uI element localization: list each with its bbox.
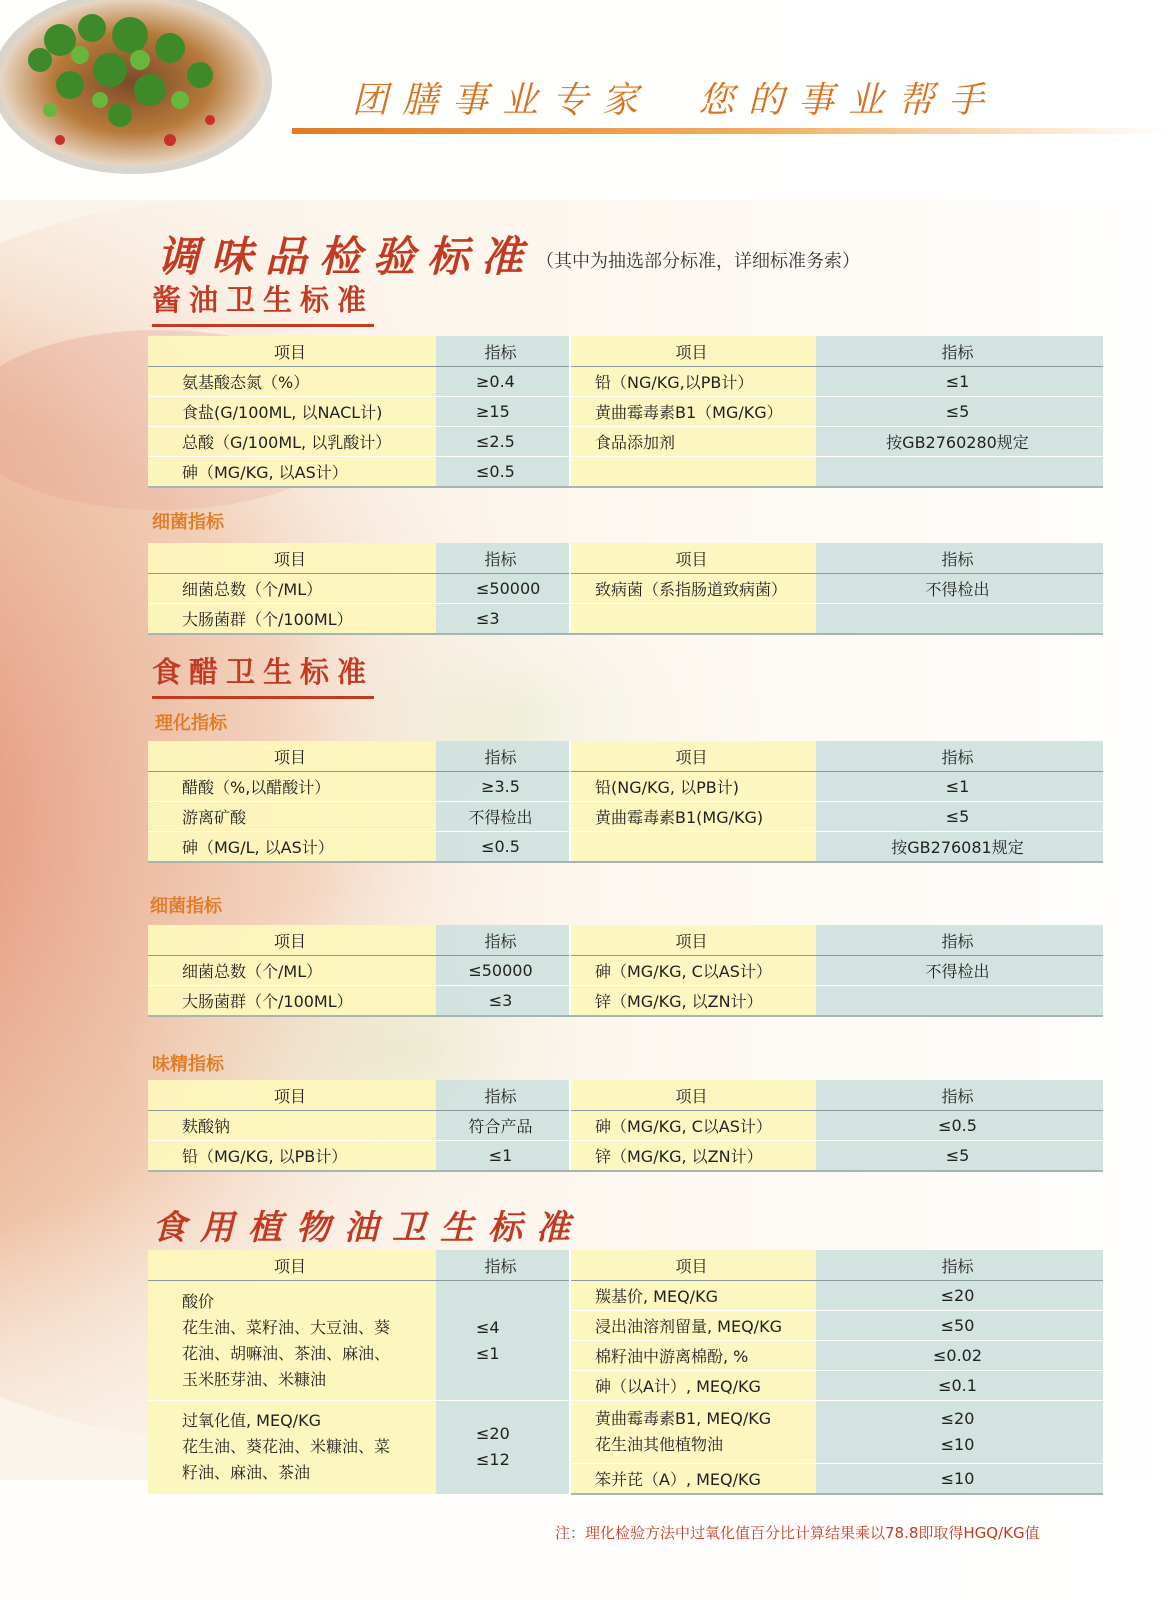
table-row bbox=[148, 1141, 1103, 1172]
soy-sauce-title: 酱油卫生标准 bbox=[152, 278, 374, 327]
cell: ≤20 bbox=[816, 1281, 1103, 1311]
cell: ≥0.4 bbox=[436, 367, 570, 397]
table-row bbox=[148, 367, 1103, 397]
peroxide-oils-line1: 花生油、葵花油、米糠油、菜 bbox=[182, 1437, 391, 1457]
cell: ≥15 bbox=[436, 397, 570, 427]
vinegar-bacteria-table bbox=[148, 925, 1103, 1017]
cell: 铅（MG/KG, 以PB计） bbox=[148, 1141, 436, 1172]
header-item: 项目 bbox=[148, 741, 436, 772]
cell: ≤5 bbox=[816, 397, 1103, 427]
vinegar-title: 食醋卫生标准 bbox=[152, 650, 374, 699]
table-row bbox=[148, 986, 1103, 1017]
cell: 麸酸钠 bbox=[148, 1111, 436, 1141]
cell: 锌（MG/KG, 以ZN计） bbox=[570, 1141, 816, 1172]
aflatoxin-sub-label: 花生油其他植物油 bbox=[595, 1435, 724, 1454]
slogan-left: 团膳事业专家 bbox=[352, 80, 653, 121]
aflatoxin-limit-1: ≤20 bbox=[940, 1409, 975, 1428]
table-row bbox=[148, 802, 1103, 832]
cell: 大肠菌群（个/100ML） bbox=[148, 986, 436, 1017]
cell: ≤50 bbox=[816, 1311, 1103, 1341]
vinegar-chem-table bbox=[148, 741, 1103, 863]
cell: 羰基价, MEQ/KG bbox=[570, 1281, 816, 1311]
table-row bbox=[148, 1401, 1103, 1464]
acid-label: 酸价 bbox=[182, 1291, 215, 1311]
cell: 棉籽油中游离棉酚, % bbox=[570, 1341, 816, 1371]
cell: 不得检出 bbox=[436, 802, 570, 832]
peroxide-oils-line2: 籽油、麻油、茶油 bbox=[182, 1463, 311, 1483]
cell bbox=[570, 832, 816, 863]
header-value: 指标 bbox=[816, 336, 1103, 367]
vinegar-bacteria-title: 细菌指标 bbox=[150, 896, 222, 917]
cell: 不得检出 bbox=[816, 956, 1103, 986]
aflatoxin-cell bbox=[570, 1401, 816, 1464]
header-value: 指标 bbox=[436, 1250, 570, 1281]
cell: ≥3.5 bbox=[436, 772, 570, 802]
peroxide-cell bbox=[148, 1401, 436, 1495]
header-item: 项目 bbox=[148, 1250, 436, 1281]
table-row bbox=[148, 574, 1103, 604]
header-value: 指标 bbox=[816, 1080, 1103, 1111]
acid-oils-line1: 花生油、菜籽油、大豆油、葵 bbox=[182, 1317, 391, 1337]
cell: 铅(NG/KG, 以PB计) bbox=[570, 772, 816, 802]
cell: ≤3 bbox=[436, 986, 570, 1017]
cell: ≤10 bbox=[816, 1464, 1103, 1495]
header-item: 项目 bbox=[570, 741, 816, 772]
cell: 不得检出 bbox=[816, 574, 1103, 604]
header-value: 指标 bbox=[816, 543, 1103, 574]
header-value: 指标 bbox=[436, 543, 570, 574]
table-row bbox=[148, 772, 1103, 802]
oil-table bbox=[148, 1250, 1103, 1495]
peroxide-limit-2: ≤12 bbox=[476, 1450, 510, 1470]
table-row bbox=[148, 397, 1103, 427]
table-header-row bbox=[148, 741, 1103, 772]
acid-value-cell bbox=[148, 1281, 436, 1401]
peroxide-limit-1: ≤20 bbox=[476, 1424, 510, 1444]
cell: ≤2.5 bbox=[436, 427, 570, 457]
cell: 黄曲霉毒素B1(MG/KG) bbox=[570, 802, 816, 832]
table-row bbox=[148, 956, 1103, 986]
soy-sauce-table bbox=[148, 336, 1103, 488]
cell: 砷（MG/KG, 以AS计） bbox=[148, 457, 436, 488]
cell: 总酸（G/100ML, 以乳酸计） bbox=[148, 427, 436, 457]
cell: 砷（MG/KG, C以AS计） bbox=[570, 1111, 816, 1141]
cell bbox=[816, 986, 1103, 1017]
header-item: 项目 bbox=[570, 1250, 816, 1281]
cell bbox=[816, 604, 1103, 635]
cell: ≤0.02 bbox=[816, 1341, 1103, 1371]
cell: 细菌总数（个/ML） bbox=[148, 574, 436, 604]
cell: 砷（MG/KG, C以AS计） bbox=[570, 956, 816, 986]
footnote: 注：理化检验方法中过氧化值百分比计算结果乘以78.8即取得HGQ/KG值 bbox=[555, 1524, 1040, 1542]
header-item: 项目 bbox=[570, 925, 816, 956]
cell: 食品添加剂 bbox=[570, 427, 816, 457]
cell: 黄曲霉毒素B1（MG/KG） bbox=[570, 397, 816, 427]
header-value: 指标 bbox=[436, 925, 570, 956]
header-item: 项目 bbox=[148, 1080, 436, 1111]
cell: ≤1 bbox=[816, 367, 1103, 397]
cell: 氨基酸态氮（%） bbox=[148, 367, 436, 397]
vinegar-chem-title: 理化指标 bbox=[155, 713, 227, 734]
cell bbox=[570, 604, 816, 635]
cell: 细菌总数（个/ML） bbox=[148, 956, 436, 986]
header-rule bbox=[292, 128, 1170, 134]
header-item: 项目 bbox=[148, 925, 436, 956]
oil-title: 食用植物油卫生标准 bbox=[152, 1208, 584, 1248]
table-header-row bbox=[148, 336, 1103, 367]
cell: ≤50000 bbox=[436, 956, 570, 986]
header-value: 指标 bbox=[816, 1250, 1103, 1281]
soy-bacteria-title: 细菌指标 bbox=[152, 512, 224, 533]
acid-limit-cell bbox=[436, 1281, 570, 1401]
acid-limit-1: ≤4 bbox=[476, 1317, 500, 1337]
table-header-row bbox=[148, 925, 1103, 956]
cell: 铅（NG/KG,以PB计） bbox=[570, 367, 816, 397]
header-value: 指标 bbox=[816, 925, 1103, 956]
table-row bbox=[148, 427, 1103, 457]
slogan bbox=[352, 72, 1044, 123]
header-value: 指标 bbox=[816, 741, 1103, 772]
cell: 醋酸（%,以醋酸计） bbox=[148, 772, 436, 802]
cell bbox=[816, 457, 1103, 488]
aflatoxin-label: 黄曲霉毒素B1, MEQ/KG bbox=[595, 1409, 772, 1428]
peroxide-label: 过氧化值, MEQ/KG bbox=[182, 1411, 321, 1431]
cell: 食盐(G/100ML, 以NACL计) bbox=[148, 397, 436, 427]
aflatoxin-limit-2: ≤10 bbox=[940, 1435, 975, 1454]
peroxide-limit-cell bbox=[436, 1401, 570, 1495]
cell: ≤5 bbox=[816, 1141, 1103, 1172]
header-item: 项目 bbox=[570, 336, 816, 367]
soy-bacteria-table bbox=[148, 543, 1103, 635]
cell: 游离矿酸 bbox=[148, 802, 436, 832]
cell: 致病菌（系指肠道致病菌） bbox=[570, 574, 816, 604]
cell: ≤0.5 bbox=[436, 457, 570, 488]
acid-limit-2: ≤1 bbox=[476, 1343, 500, 1363]
header-value: 指标 bbox=[436, 741, 570, 772]
header-item: 项目 bbox=[148, 336, 436, 367]
header-value: 指标 bbox=[436, 336, 570, 367]
cell: ≤5 bbox=[816, 802, 1103, 832]
cell bbox=[570, 457, 816, 488]
cell: ≤3 bbox=[436, 604, 570, 635]
msg-table bbox=[148, 1080, 1103, 1172]
table-header-row bbox=[148, 1080, 1103, 1111]
acid-oils-line2: 花油、胡嘛油、茶油、麻油、 bbox=[182, 1343, 391, 1363]
cell: 锌（MG/KG, 以ZN计） bbox=[570, 986, 816, 1017]
cell: 浸出油溶剂留量, MEQ/KG bbox=[570, 1311, 816, 1341]
table-row bbox=[148, 832, 1103, 863]
slogan-right: 您的事业帮手 bbox=[698, 80, 999, 121]
cell: ≤0.1 bbox=[816, 1371, 1103, 1401]
cell: 按GB276081规定 bbox=[816, 832, 1103, 863]
cell: 大肠菌群（个/100ML） bbox=[148, 604, 436, 635]
table-header-row bbox=[148, 543, 1103, 574]
cell: 笨并芘（A）, MEQ/KG bbox=[570, 1464, 816, 1495]
cell: ≤0.5 bbox=[816, 1111, 1103, 1141]
cell: ≤1 bbox=[436, 1141, 570, 1172]
cell: 砷（以A计）, MEQ/KG bbox=[570, 1371, 816, 1401]
table-header-row bbox=[148, 1250, 1103, 1281]
table-row bbox=[148, 604, 1103, 635]
cell: ≤0.5 bbox=[436, 832, 570, 863]
cell: ≤1 bbox=[816, 772, 1103, 802]
header-item: 项目 bbox=[570, 1080, 816, 1111]
page-title: 调味品检验标准 bbox=[157, 232, 536, 281]
table-row bbox=[148, 1111, 1103, 1141]
page-title-note: （其中为抽选部分标准，详细标准务索） bbox=[536, 251, 860, 272]
cell: ≤50000 bbox=[436, 574, 570, 604]
header-item: 项目 bbox=[570, 543, 816, 574]
cell: 符合产品 bbox=[436, 1111, 570, 1141]
msg-title: 味精指标 bbox=[152, 1054, 224, 1075]
header-item: 项目 bbox=[148, 543, 436, 574]
table-row bbox=[148, 457, 1103, 488]
cell: 砷（MG/L, 以AS计） bbox=[148, 832, 436, 863]
cell: 按GB2760280规定 bbox=[816, 427, 1103, 457]
acid-oils-line3: 玉米胚芽油、米糠油 bbox=[182, 1369, 327, 1389]
table-row bbox=[148, 1281, 1103, 1311]
aflatoxin-limit-cell bbox=[816, 1401, 1103, 1464]
header-value: 指标 bbox=[436, 1080, 570, 1111]
